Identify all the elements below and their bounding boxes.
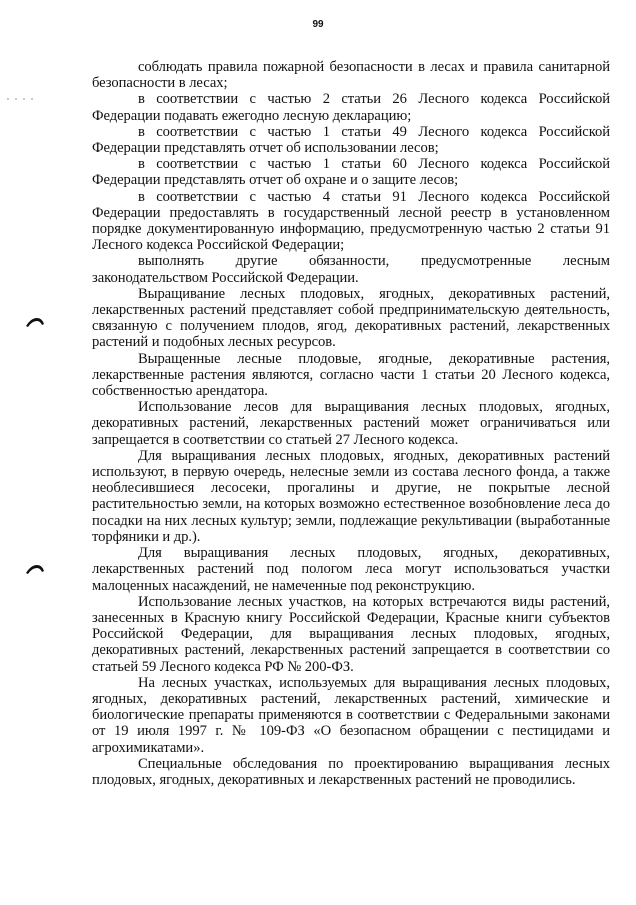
paragraph: Использование лесных участков, на которых встречаются виды растений, занесенных в Красную книгу Российской Федерации, Красные книги субъектов Российской Федерации, для выращивания лесных плодовых, ягодных, декоративных растений, лекарственных растений запрещается в соответствии со статьей 59 Лесного кодекса РФ № 200-ФЗ. — [92, 593, 610, 675]
paragraph: Для выращивания лесных плодовых, ягодных, декоративных, лекарственных растений под пологом леса могут использоваться участки малоценных насаждений, не намеченные под реконструкцию. — [92, 545, 610, 594]
paragraph: в соответствии с частью 4 статьи 91 Лесного кодекса Российской Федерации предоставлять в государственный лесной реестр в установленном порядке документированную информацию, предусмотренную частью 2 статьи 91 Лесного кодекса Российской Федерации; — [92, 188, 610, 254]
document-body — [92, 59, 610, 788]
paragraph: Выращивание лесных плодовых, ягодных, декоративных растений, лекарственных растений представляет собой предпринимательскую деятельность, связанную с получением плодов, ягод, декоративных растений, лекарственных растений и подобных лесных ресурсов. — [92, 285, 610, 351]
paragraph: в соответствии с частью 1 статьи 60 Лесного кодекса Российской Федерации представлять отчет об охране и о защите лесов; — [92, 156, 610, 189]
paragraph: в соответствии с частью 1 статьи 49 Лесного кодекса Российской Федерации представлять отчет об использовании лесов; — [92, 123, 610, 157]
binder-hole-mark — [25, 316, 45, 328]
paragraph: Использование лесов для выращивания лесных плодовых, ягодных, декоративных растений, лекарственных растений может ограничиваться или запрещается в соответствии со статьей 27 Лесного кодекса. — [92, 399, 610, 448]
paragraph: в соответствии с частью 2 статьи 26 Лесного кодекса Российской Федерации подавать ежегодно лесную декларацию; — [92, 91, 610, 124]
paragraph: Для выращивания лесных плодовых, ягодных, декоративных растений используют, в первую очередь, нелесные земли из состава лесного фонда, а также необлесившиеся лесосеки, прогалины и другие, не покрытые лесной растительностью земли, на которых возможно естественное возобновление леса до посадки на них лесных культур; земли, подлежащие рекультивации (выработанные торфяники и др.). — [92, 447, 610, 545]
paragraph: Специальные обследования по проектированию выращивания лесных плодовых, ягодных, декоративных и лекарственных растений не проводились. — [92, 755, 610, 788]
paragraph: выполнять другие обязанности, предусмотренные лесным законодательством Российской Федерации. — [92, 253, 610, 286]
paragraph: На лесных участках, используемых для выращивания лесных плодовых, ягодных, декоративных растений, лекарственных растений, химические и биологические препараты применяются в соответствии с Федеральными законами от 19 июля 1997 г. № 109-ФЗ «О безопасном обращении с пестицидами и агрохимикатами». — [92, 674, 610, 756]
scan-specks — [6, 97, 36, 101]
page-number: 99 — [312, 19, 324, 30]
paragraph: Выращенные лесные плодовые, ягодные, декоративные растения, лекарственные растения являются, согласно части 1 статьи 20 Лесного кодекса, собственностью арендатора. — [92, 350, 610, 400]
paragraph: соблюдать правила пожарной безопасности в лесах и правила санитарной безопасности в лесах; — [92, 59, 610, 92]
binder-hole-mark — [25, 563, 45, 575]
